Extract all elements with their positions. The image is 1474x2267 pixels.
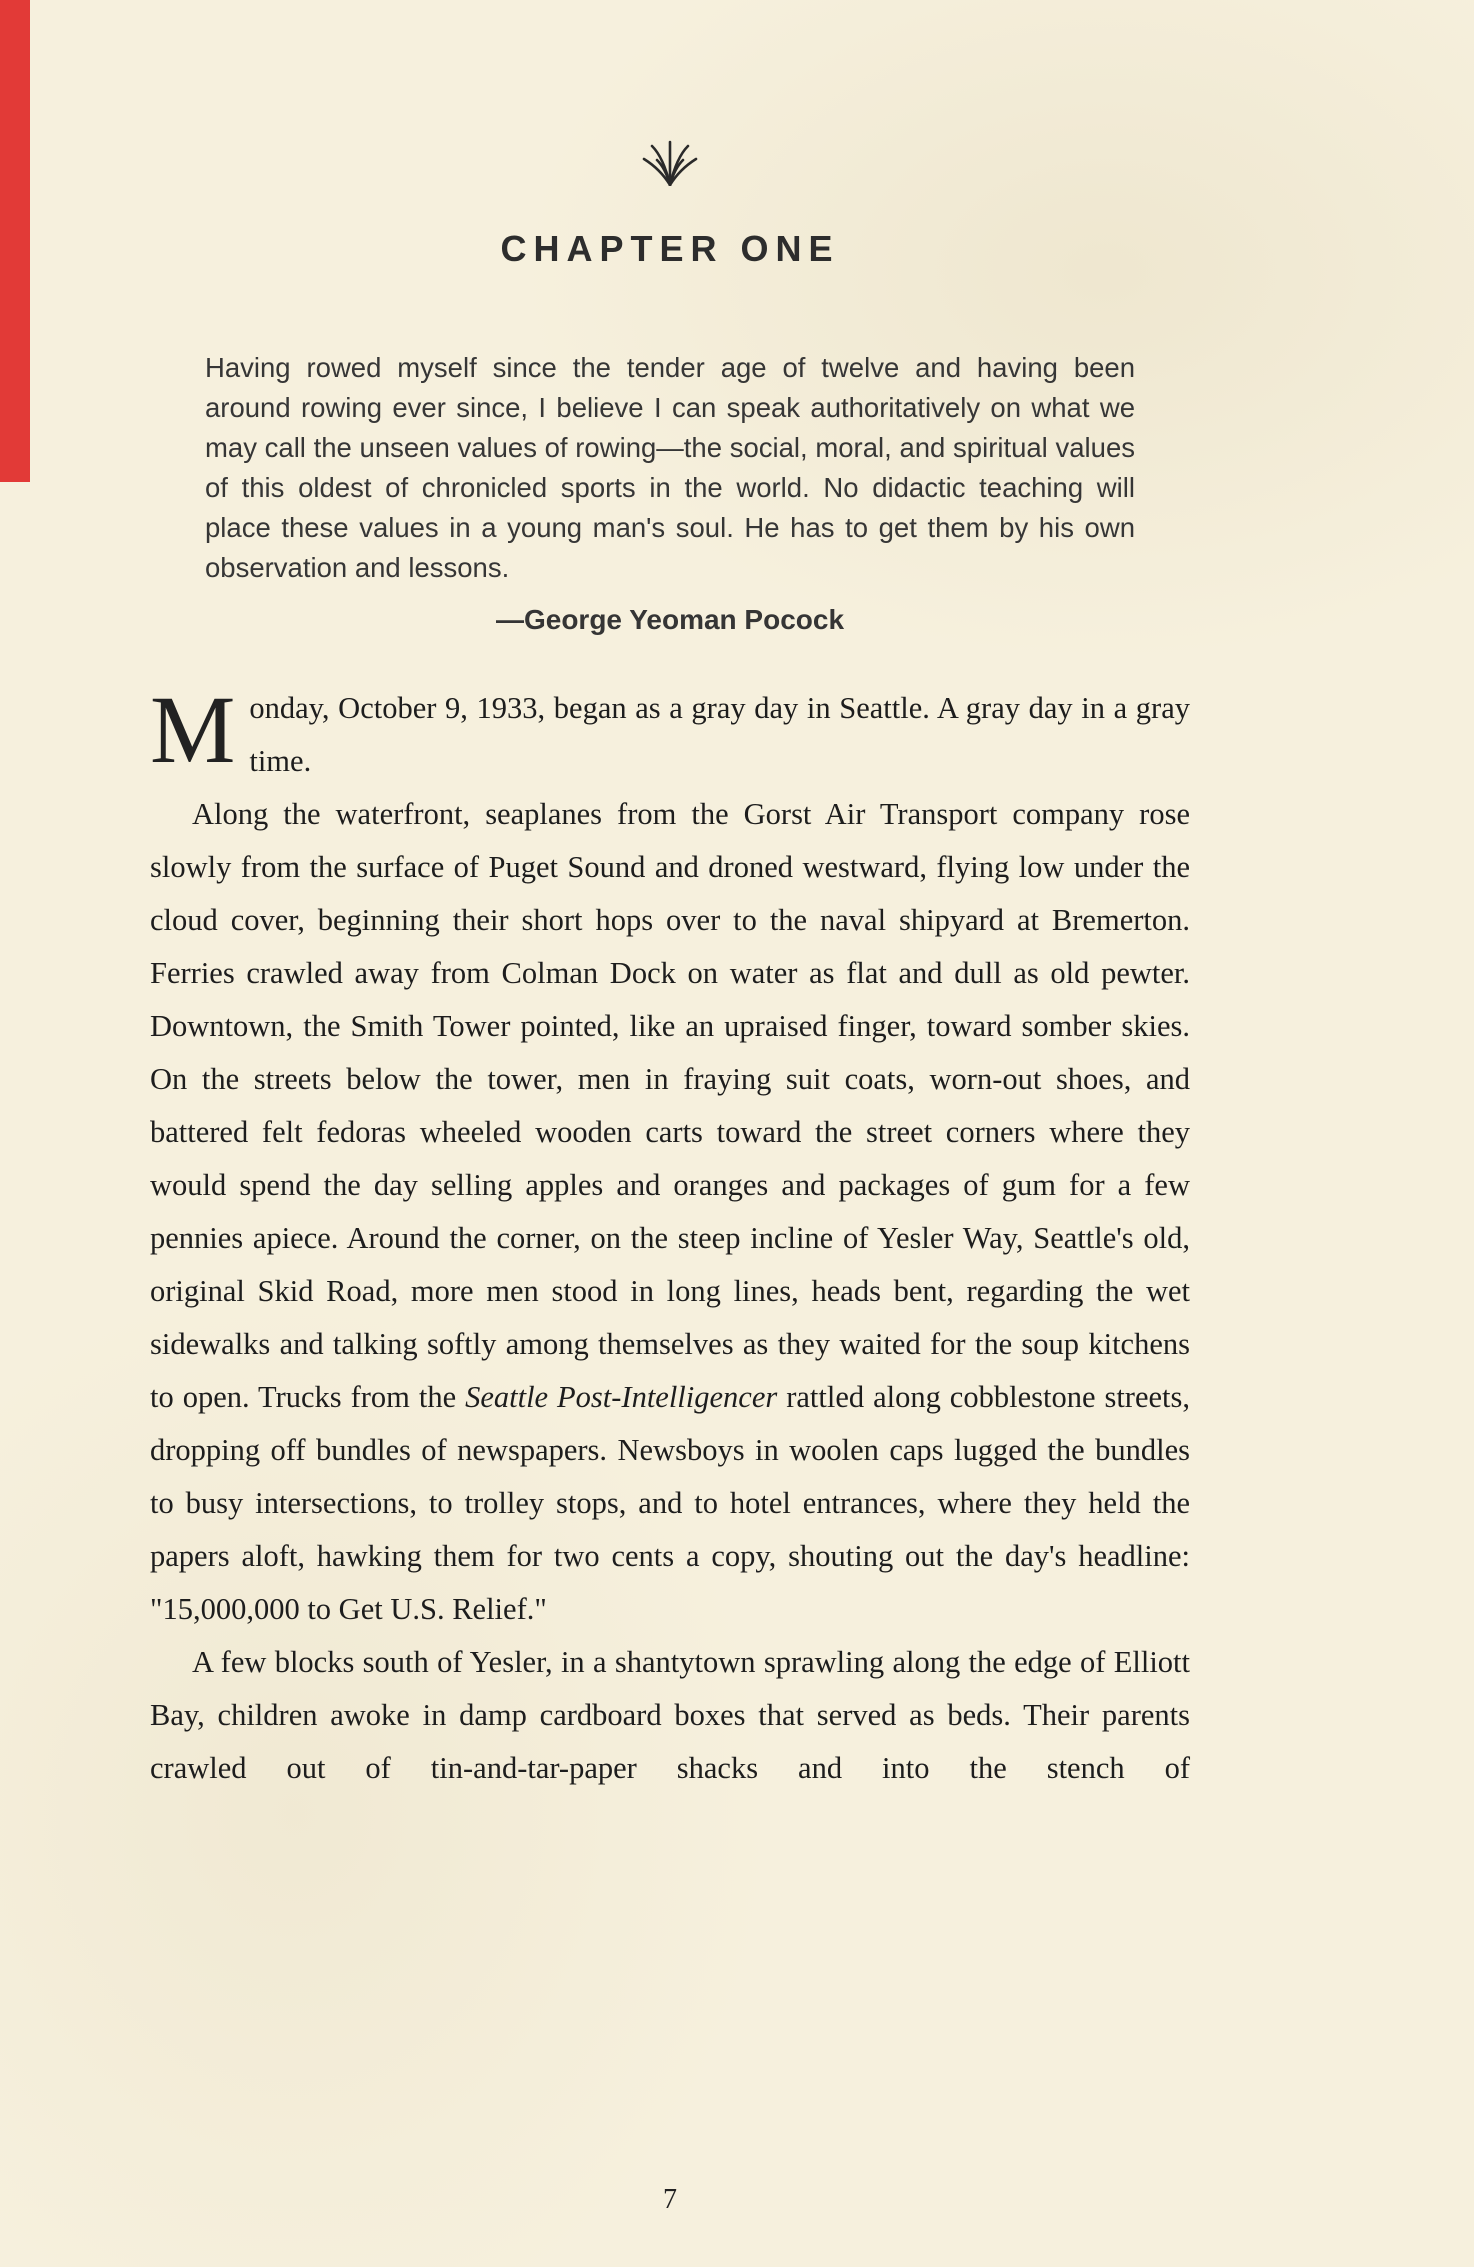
epigraph-attribution: —George Yeoman Pocock: [495, 604, 845, 635]
page-content: [150, 0, 1190, 1795]
chapter-ornament-icon: [640, 138, 700, 186]
paragraph-1: [150, 676, 1190, 788]
paragraph-3: A few blocks south of Yesler, in a shantytown sprawling along the edge of Elliott Bay, children awoke in damp cardboard boxes that served as beds. Their parents crawled out of tin-and-tar-paper shacks and into the stench of: [150, 1645, 1190, 1785]
epigraph-text: Having rowed myself since the tender age of twelve and having been around rowing ever since, I believe I can speak authoritatively on what we may call the unseen values of rowing—the social, moral, and spiritual values of this oldest of chronicled sports in the world. No didactic teaching will place these values in a young man's soul. He has to get them by his own observation and lessons.: [205, 352, 1135, 583]
drop-cap: M: [150, 676, 236, 783]
body-text: [150, 676, 1190, 1795]
paragraph-2: [150, 788, 1190, 1636]
paragraph-2-text-italic: Seattle Post-Intelligencer: [465, 1380, 778, 1414]
paragraph-1-text: onday, October 9, 1933, began as a gray day in Seattle. A gray day in a gray time.: [249, 691, 1190, 778]
page-number: 7: [663, 2184, 677, 2215]
epigraph: [205, 348, 1135, 636]
paragraph-2-text-pre: Along the waterfront, seaplanes from the Gorst Air Transport company rose slowly from the surface of Puget Sound and droned westward, flying low under the cloud cover, beginning their short hops over to the naval shipyard at Bremerton. Ferries crawled away from Colman Dock on water as flat and dull as old pewter. Downtown, the Smith Tower pointed, like an upraised finger, toward somber skies. On the streets below the tower, men in fraying suit coats, worn-out shoes, and battered felt fedoras wheeled wooden carts toward the street corners where they would spend the day selling apples and oranges and packages of gum for a few pennies apiece. Around the corner, on the steep incline of Yesler Way, Seattle's old, original Skid Road, more men stood in long lines, heads bent, regarding the wet sidewalks and talking softly among themselves as they waited for the soup kitchens to open. Trucks from the: [150, 797, 1190, 1414]
cover-edge-stripe: [0, 0, 30, 482]
chapter-title: CHAPTER ONE: [500, 228, 840, 269]
paragraph-2-text-post: rattled along cobblestone streets, dropping off bundles of newspapers. Newsboys in woolen caps lugged the bundles to busy intersections, to trolley stops, and to hotel entrances, where they held the papers aloft, hawking them for two cents a copy, shouting out the day's headline: "15,000,000 to Get U.S. Relief.": [150, 1380, 1190, 1626]
